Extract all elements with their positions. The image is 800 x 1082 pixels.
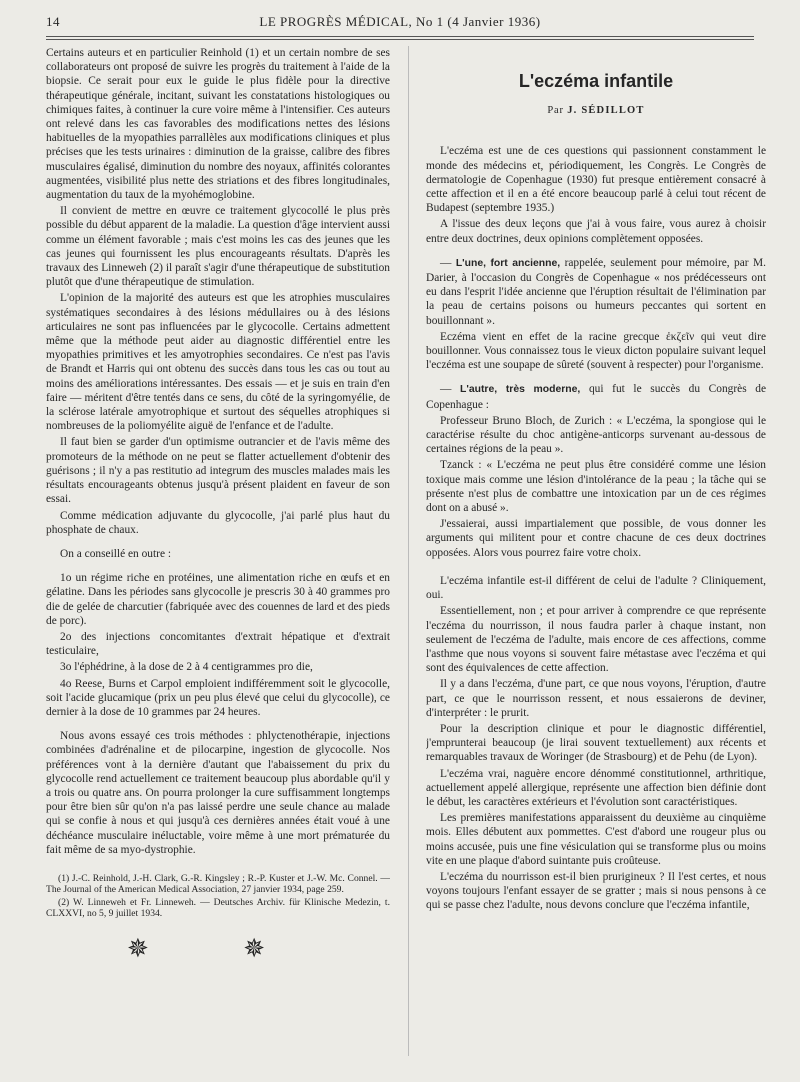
paragraph: Il convient de mettre en œuvre ce traitement glycocollé le plus près possible du début apparent de la maladie. La question d'âge intervient aussi comme un élément favorable ; mais c'est moins les cas des jeunes que les cas jeunes qui fournissent les plus encourageants résultats. D'après les travaux des Linneweh (2) il paraît s'agir d'une thérapeutique de substitution plutôt que d'une thérapeutique de stimulation. bbox=[46, 205, 390, 289]
running-title: LE PROGRÈS MÉDICAL, No 1 (4 Janvier 1936) bbox=[259, 14, 541, 29]
list-item: 1o un régime riche en protéines, une alimentation riche en œufs et en gélatine. Dans les périodes sans glycocolle je prescris 30 à 40 grammes pro die de gelée de charcutier (fabriquée avec des couennes de lard et des pieds de porc). bbox=[46, 572, 390, 627]
thesis-one: — L'une, fort ancienne, rappelée, seulement pour mémoire, par M. Darier, à l'occasion du Congrès de Copenhague « nos prédécesseurs ont eu dans l'esprit l'idée ancienne que l'éruption résultait de l'élimination par la peau de certains poisons ou humeurs peccantes qui sortent en bouillonnant ». bbox=[426, 256, 766, 327]
page-header bbox=[46, 14, 754, 34]
paragraph: Comme médication adjuvante du glycocolle, j'ai parlé plus haut du phosphate de chaux. bbox=[46, 509, 390, 536]
column-divider bbox=[408, 46, 409, 1056]
paragraph: L'opinion de la majorité des auteurs est que les atrophies musculaires systématiques secondaires à des lésions médullaires ou à des lésions articulaires ne sont pas influencées par le glycocolle. Certains admettent même que la méthode peut aider au diagnostic différentiel entre les myopathies primitives et les amyotrophies secondaires. Ce n'est pas l'avis de Brandt et Harris qui ont obtenu des succès dans tous les cas ou tout au moins des améliorations intéressantes. Des essais — et je suis en train d'en faire — méritent d'être tentés dans ce sens, du côté de la syringomyélie, de la sclérose latérale amyotrophique et surtout des séquelles atrophiques si nombreuses de la poliomyélite aiguë de l'enfance et de l'adulte. bbox=[46, 292, 390, 433]
paragraph: Essentiellement, non ; et pour arriver à comprendre ce que représente l'eczéma du nourrisson, il nous faudra parler à chaque instant, non seulement de l'eczéma de l'adulte, mais encore de ces affections, comme l'asthme que nous voyons si souvent faire métastase avec l'eczéma et qui sont des équivalences de cette affection. bbox=[426, 605, 766, 675]
paragraph: L'eczéma vrai, naguère encore dénommé constitutionnel, arthritique, actuellement appelé allergique, représente une affection bien définie dont le début, les caractères extérieurs et l'évolution sont caractéristiques. bbox=[426, 767, 766, 808]
ornament-stars: ✵ ✵ bbox=[126, 933, 310, 963]
paragraph: Certains auteurs et en particulier Reinhold (1) et un certain nombre de ses collaborateurs ont proposé de suivre les progrès du traitement à l'aide de la biopsie. Ce serait pour eux le guide le plus fidèle pour la directive thérapeutique générale, incitant, suivant les constatations histologiques ou chimiques faites, à continuer la cure voire même à l'intensifier. Ces auteurs ont relevé dans les cas favorables des modifications nettes des lésions habituelles de la myopathies parrallèles aux modifications cliniques et plus précises que les tests urinaires : diminution de la graisse, calibre des fibres musculaires égalisé, diminution du nombre des noyaux, affinités colorantes augmentées, visibilité plus nette des striations et des fibres longitudinales, augmentation du taux de la myohémoglobine. bbox=[46, 47, 390, 202]
byline bbox=[426, 104, 766, 118]
byline-prefix: Par bbox=[547, 105, 564, 117]
thesis-one-heading: L'une, fort ancienne, bbox=[455, 257, 561, 269]
paragraph: Professeur Bruno Bloch, de Zurich : « L'eczéma, la spongiose qui le caractérise résulte du choc antigène-anticorps survenant au-dessous de certaines régions de la peau ». bbox=[426, 414, 766, 456]
paragraph: On a conseillé en outre : bbox=[60, 547, 172, 560]
list-item: 3o l'éphédrine, à la dose de 2 à 4 centigrammes pro die, bbox=[60, 661, 313, 674]
paragraph: L'eczéma est une de ces questions qui passionnent constamment le monde des médecins et, périodiquement, les Congrès. Le Congrès de dermatologie de Copenhague (1930) fut presque entièrement consacré à cette affection et il en a été encore beaucoup parlé à celui tout récent de Budapest (septembre 1935.) bbox=[426, 145, 766, 215]
paragraph: L'eczéma du nourrisson est-il bien prurigineux ? Il l'est certes, et nous voyons toujours l'enfant essayer de se gratter ; mais si nous pensons à ce qui se passe chez l'adulte, nous devons conclure que l'eczéma infantile, bbox=[426, 870, 766, 912]
paragraph: Eczéma vient en effet de la racine grecque ἐκζεῖν qui veut dire bouillonner. Vous connaissez tous le vieux dicton populaire suivant lequel l'eczéma est une soupape de sûreté (souvent à respecter) pour l'organisme. bbox=[426, 330, 766, 372]
thesis-two-heading: L'autre, très moderne, bbox=[460, 384, 581, 396]
header-rule-double bbox=[46, 39, 754, 40]
paragraph: Il faut bien se garder d'un optimisme outrancier et de l'avis même des promoteurs de la méthode on ne peut se flatter actuellement d'obtenir des guérisons ; il n'y a pas restitutio ad integrum des muscles malades mais les résultats encourageants obtenus jusqu'à présent plaident en faveur de son essai. bbox=[46, 436, 390, 506]
paragraph: Les premières manifestations apparaissent du deuxième au cinquième mois. Elles débutent aux pommettes. C'est d'abord une rougeur plus ou moins accusée, puis une fine vésiculation qui se transforme plus ou moins vite en une plaque d'abord suintante puis croûteuse. bbox=[426, 812, 766, 867]
author-name: J. SÉDILLOT bbox=[567, 105, 645, 117]
paragraph: Pour la description clinique et pour le diagnostic différentiel, j'emprunterai beaucoup (je lirai souvent textuellement) aux récents et remarquables travaux de Woringer (de Strasbourg) et de Pehu (de Lyon). bbox=[426, 722, 766, 764]
list-item: 4o Reese, Burns et Carpol emploient indifféremment soit le glycocolle, soit l'acide glucamique (prix un peu plus élevé que celui du glycocolle), ce dernier à la dose de 10 grammes par 24 heures. bbox=[46, 677, 390, 718]
paragraph: Il y a dans l'eczéma, d'une part, ce que nous voyons, l'éruption, d'autre part, ce que le nourrisson ressent, et nous essaierons de deviner, d'interpréter : le prurit. bbox=[426, 678, 766, 719]
paragraph: Nous avons essayé ces trois méthodes : phlyctenothérapie, injections combinées d'adrénaline et de pilocarpine, ingestion de glycocolle. Nos préférences vont à la dernière d'autant que l'abaissement du prix du glycocolle rend actuellement ce traitement beaucoup plus abordable qu'il y a trois ou quatre ans. On pourra prolonger la cure suffisamment longtemps pour être bien sûr qu'on n'a pas laissé perdre une seule chance au malade qui se confie à nous et qui jusqu'à ces dernières années était voué à une déchéance musculaire inéluctable, voire même à une mort prématurée du fait même de sa myo-dystrophie. bbox=[46, 730, 390, 856]
left-column bbox=[46, 46, 390, 1066]
footnote: (2) W. Linneweh et Fr. Linneweh. — Deutsches Archiv. für Klinische Medezin, t. CLXXVI, no 5, 9 juillet 1934. bbox=[46, 896, 390, 920]
paragraph: A l'issue des deux leçons que j'ai à vous faire, vous aurez à choisir entre deux doctrines, deux opinions complètement opposées. bbox=[426, 218, 766, 245]
footnotes bbox=[46, 873, 390, 920]
header-rule bbox=[46, 36, 754, 37]
paragraph: J'essaierai, aussi impartialement que possible, de vous donner les arguments qui militent pour et contre chacune de ces deux doctrines opposées. Alors vous pourrez faire votre choix. bbox=[426, 518, 766, 559]
list-item: 2o des injections concomitantes d'extrait hépatique et d'extrait testiculaire, bbox=[46, 630, 390, 658]
paragraph: Tzanck : « L'eczéma ne peut plus être considéré comme une lésion toxique mais comme une lésion d'intolérance de la peau ; la tâche qui se présente n'est plus de combattre une intoxication par un de ces régimes dont on a abusé ». bbox=[426, 459, 766, 515]
thesis-two-text: qui fut le succès du Congrès de Copenhague : bbox=[426, 383, 766, 411]
footnote: (1) J.-C. Reinhold, J.-H. Clark, G.-R. Kingsley ; R.-P. Kuster et J.-W. Mc. Connel. — The Journal of the American Medical Association, 27 janvier 1934, page 259. bbox=[46, 872, 390, 896]
page-number: 14 bbox=[46, 14, 60, 29]
thesis-two: — L'autre, très moderne, qui fut le succès du Congrès de Copenhague : bbox=[426, 383, 766, 411]
article-title: L'eczéma infantile bbox=[518, 71, 674, 91]
paragraph: L'eczéma infantile est-il différent de celui de l'adulte ? Cliniquement, oui. bbox=[426, 574, 766, 602]
right-column bbox=[426, 46, 766, 1066]
thesis-one-text: rappelée, seulement pour mémoire, par M. Darier, à l'occasion du Congrès de Copenhague « nos prédécesseurs ont eu dans l'esprit l'idée ancienne que l'éruption résultait de l'élimination par la peau de certains poisons ou humeurs peccantes qui sortent en bouillonnant ». bbox=[426, 256, 766, 327]
